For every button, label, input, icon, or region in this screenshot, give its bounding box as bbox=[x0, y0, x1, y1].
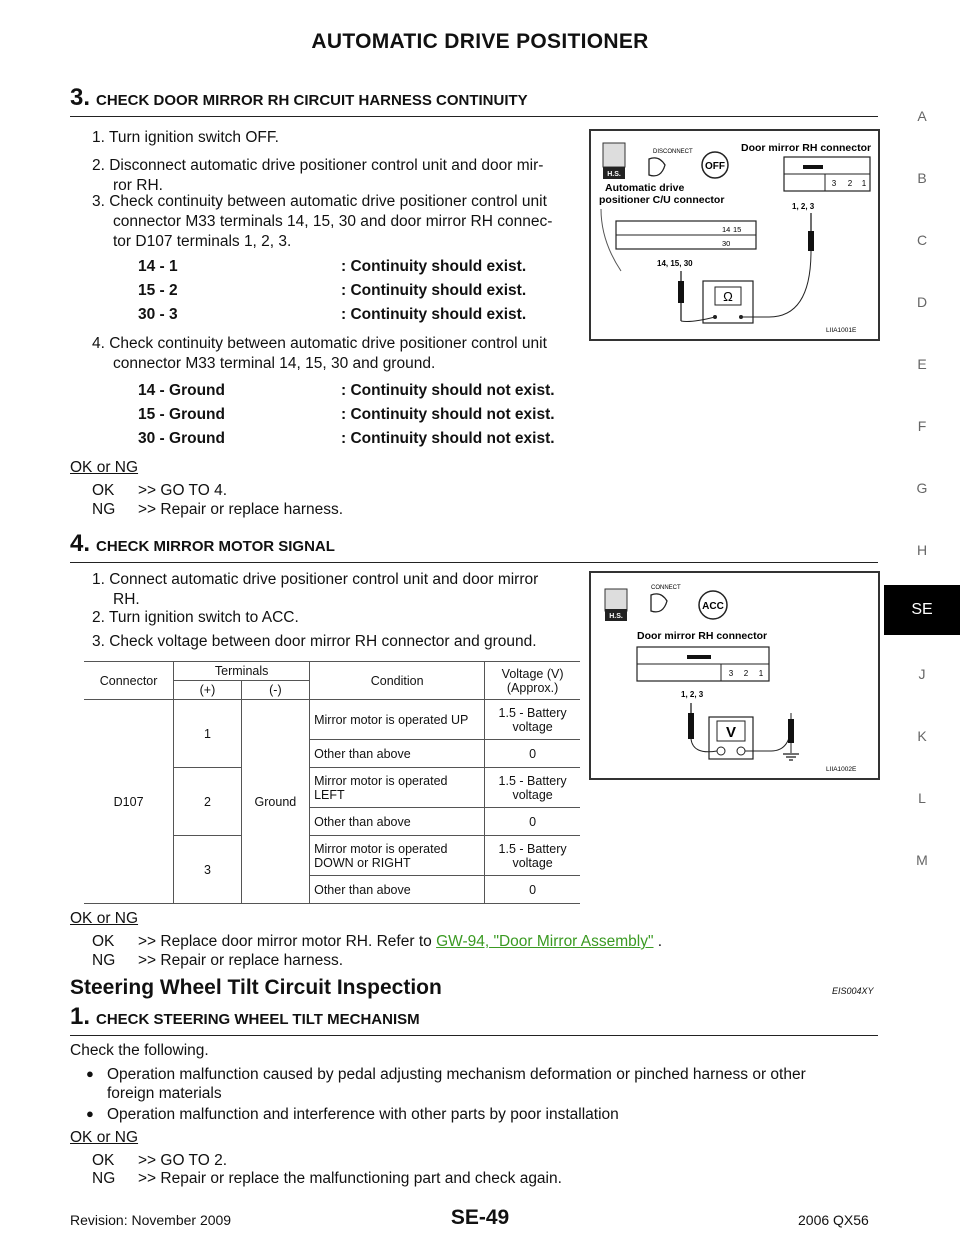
step1-intro: Check the following. bbox=[70, 1042, 209, 1059]
svg-text:2: 2 bbox=[847, 179, 853, 188]
acc-label: ACC bbox=[702, 601, 724, 612]
ground-term-1: 14 - Ground bbox=[138, 382, 225, 399]
svg-text:1: 1 bbox=[758, 669, 764, 678]
step4-heading bbox=[70, 530, 878, 563]
svg-text:3: 3 bbox=[728, 669, 734, 678]
cell-voltage: 0 bbox=[485, 876, 580, 904]
svg-text:2: 2 bbox=[743, 669, 749, 678]
continuity-term-2: 15 - 2 bbox=[138, 282, 178, 299]
ground-result-2: : Continuity should not exist. bbox=[341, 406, 555, 423]
step3-instr-3c: tor D107 terminals 1, 2, 3. bbox=[113, 233, 292, 250]
step1-ok-label: OK bbox=[92, 1152, 115, 1169]
step3-number: 3. bbox=[70, 84, 91, 111]
svg-text:Ω: Ω bbox=[723, 289, 733, 304]
step1-ok-or-ng: OK or NG bbox=[70, 1129, 139, 1146]
continuity-term-3: 30 - 3 bbox=[138, 306, 178, 323]
ground-result-1: : Continuity should not exist. bbox=[341, 382, 555, 399]
cell-terminal-3: 3 bbox=[174, 836, 242, 904]
step3-ok-action: >> GO TO 4. bbox=[138, 482, 228, 499]
step1-ng-label: NG bbox=[92, 1170, 116, 1187]
step1-bullet-2: Operation malfunction and interference with other parts by poor installation bbox=[107, 1106, 619, 1123]
svg-text:15: 15 bbox=[733, 225, 742, 234]
probe-b bbox=[678, 281, 684, 303]
pins-label-123: 1, 2, 3 bbox=[681, 690, 704, 699]
step1-bullet-1b: foreign materials bbox=[107, 1085, 222, 1102]
step1-number: 1. bbox=[70, 1003, 91, 1030]
cell-condition: Mirror motor is operated UP bbox=[310, 700, 485, 740]
step4-instr-1a: 1. Connect automatic drive positioner control unit and door mirror bbox=[92, 571, 539, 588]
connector-plug-icon bbox=[649, 158, 665, 176]
step3-ng-label: NG bbox=[92, 501, 116, 518]
step3-instr-2a: 2. Disconnect automatic drive positioner control unit and door mir- bbox=[92, 157, 544, 174]
step4-ng-action: >> Repair or replace harness. bbox=[138, 952, 344, 969]
figure-liia1001e bbox=[589, 129, 880, 341]
cell-condition: Mirror motor is operated LEFT bbox=[310, 768, 485, 808]
index-tab-e[interactable]: E bbox=[917, 356, 927, 372]
step4-title: CHECK MIRROR MOTOR SIGNAL bbox=[96, 538, 335, 555]
connect-label: CONNECT bbox=[651, 585, 681, 591]
page-header-title: AUTOMATIC DRIVE POSITIONER bbox=[311, 30, 649, 53]
step4-number: 4. bbox=[70, 530, 91, 557]
figure-code: LIIA1002E bbox=[826, 766, 857, 773]
step3-instr-3a: 3. Check continuity between automatic drive positioner control unit bbox=[92, 193, 547, 210]
door-mirror-assembly-link[interactable]: GW-94, "Door Mirror Assembly" bbox=[436, 933, 654, 950]
col-connector: Connector bbox=[84, 662, 174, 700]
cell-voltage: 0 bbox=[485, 808, 580, 836]
connector-plug-icon bbox=[651, 594, 667, 612]
ground-result-3: : Continuity should not exist. bbox=[341, 430, 555, 447]
index-tab-se-active[interactable]: SE bbox=[884, 585, 960, 635]
cell-condition: Other than above bbox=[310, 876, 485, 904]
footer-page-number: SE-49 bbox=[450, 1206, 510, 1229]
pins-label-141530: 14, 15, 30 bbox=[657, 259, 693, 268]
index-tab-f[interactable]: F bbox=[917, 418, 927, 434]
index-tab-h[interactable]: H bbox=[916, 542, 928, 558]
step3-instr-4b: connector M33 terminal 14, 15, 30 and ground. bbox=[113, 355, 436, 372]
bullet-icon: ● bbox=[86, 1066, 94, 1081]
step4-ng-label: NG bbox=[92, 952, 116, 969]
cell-terminal-1: 1 bbox=[174, 700, 242, 768]
step3-ok-label: OK bbox=[92, 482, 115, 499]
step3-instr-1: 1. Turn ignition switch OFF. bbox=[92, 129, 279, 146]
col-plus: (+) bbox=[174, 681, 242, 700]
probe-positive bbox=[688, 713, 694, 739]
adp-connector-label-2: positioner C/U connector bbox=[599, 194, 725, 206]
step3-title: CHECK DOOR MIRROR RH CIRCUIT HARNESS CONTINUITY bbox=[96, 92, 528, 109]
index-tab-g[interactable]: G bbox=[916, 480, 928, 496]
cell-condition: Other than above bbox=[310, 808, 485, 836]
index-tab-a[interactable]: A bbox=[917, 108, 927, 124]
step3-instr-2b: ror RH. bbox=[113, 177, 163, 194]
probe-a bbox=[808, 231, 814, 251]
mirror-connector-label: Door mirror RH connector bbox=[741, 142, 872, 154]
cell-terminal-2: 2 bbox=[174, 768, 242, 836]
cell-voltage: 0 bbox=[485, 740, 580, 768]
svg-text:V: V bbox=[725, 724, 737, 741]
hs-label: H.S. bbox=[607, 171, 621, 178]
probe-negative bbox=[788, 719, 794, 743]
step1-ng-action: >> Repair or replace the malfunctioning part and check again. bbox=[138, 1170, 562, 1187]
col-terminals: Terminals bbox=[174, 662, 310, 681]
step4-ok-or-ng: OK or NG bbox=[70, 910, 139, 927]
cell-connector: D107 bbox=[84, 700, 174, 904]
index-tab-j[interactable]: J bbox=[918, 666, 926, 682]
mirror-connector-label: Door mirror RH connector bbox=[637, 630, 768, 642]
cell-ground: Ground bbox=[241, 700, 309, 904]
step3-instr-4a: 4. Check continuity between automatic drive positioner control unit bbox=[92, 335, 547, 352]
section-title: Steering Wheel Tilt Circuit Inspection bbox=[70, 976, 442, 999]
index-tab-l[interactable]: L bbox=[918, 790, 926, 806]
index-tab-d[interactable]: D bbox=[916, 294, 928, 310]
adp-connector-label-1: Automatic drive bbox=[605, 182, 685, 194]
table-header-row bbox=[84, 662, 580, 681]
step1-ok-action: >> GO TO 2. bbox=[138, 1152, 228, 1169]
bullet-icon: ● bbox=[86, 1106, 94, 1121]
off-label: OFF bbox=[705, 161, 725, 172]
figure-liia1002e bbox=[589, 571, 880, 780]
col-minus: (-) bbox=[241, 681, 309, 700]
step4-instr-2: 2. Turn ignition switch to ACC. bbox=[92, 609, 299, 626]
step1-title: CHECK STEERING WHEEL TILT MECHANISM bbox=[96, 1011, 420, 1028]
svg-text:30: 30 bbox=[722, 239, 731, 248]
svg-text:14: 14 bbox=[722, 225, 731, 234]
pins-label-123: 1, 2, 3 bbox=[792, 202, 815, 211]
section-code: EIS004XY bbox=[832, 986, 874, 996]
cell-voltage: 1.5 - Battery voltage bbox=[485, 700, 580, 740]
footer-revision: Revision: November 2009 bbox=[70, 1212, 232, 1228]
step3-heading bbox=[70, 84, 878, 117]
index-tab-b[interactable]: B bbox=[917, 170, 927, 186]
col-voltage: Voltage (V) (Approx.) bbox=[485, 662, 580, 700]
footer-model: 2006 QX56 bbox=[798, 1212, 869, 1228]
continuity-result-3: : Continuity should exist. bbox=[341, 306, 527, 323]
step4-ok-label: OK bbox=[92, 933, 115, 950]
ground-term-3: 30 - Ground bbox=[138, 430, 225, 447]
index-tab-m[interactable]: M bbox=[916, 852, 928, 868]
step4-ok-action: >> Replace door mirror motor RH. Refer to GW-94, "Door Mirror Assembly" . bbox=[138, 933, 663, 950]
index-tab-k[interactable]: K bbox=[917, 728, 927, 744]
continuity-result-1: : Continuity should exist. bbox=[341, 258, 527, 275]
continuity-result-2: : Continuity should exist. bbox=[341, 282, 527, 299]
voltage-table bbox=[84, 661, 580, 904]
svg-text:1: 1 bbox=[861, 179, 867, 188]
figure-code: LIIA1001E bbox=[826, 327, 857, 334]
step3-instr-3b: connector M33 terminals 14, 15, 30 and door mirror RH connec- bbox=[113, 213, 553, 230]
index-tab-c[interactable]: C bbox=[916, 232, 928, 248]
step1-heading bbox=[70, 1003, 878, 1036]
table-row bbox=[84, 700, 580, 740]
continuity-term-1: 14 - 1 bbox=[138, 258, 178, 275]
col-condition: Condition bbox=[310, 662, 485, 700]
disconnect-label: DISCONNECT bbox=[653, 149, 693, 155]
step4-instr-3: 3. Check voltage between door mirror RH connector and ground. bbox=[92, 633, 537, 650]
ground-term-2: 15 - Ground bbox=[138, 406, 225, 423]
step1-bullet-1a: Operation malfunction caused by pedal adjusting mechanism deformation or pinched harness or other bbox=[107, 1066, 806, 1083]
hs-label: H.S. bbox=[609, 613, 623, 620]
step3-ng-action: >> Repair or replace harness. bbox=[138, 501, 344, 518]
cell-condition: Other than above bbox=[310, 740, 485, 768]
cell-voltage: 1.5 - Battery voltage bbox=[485, 836, 580, 876]
cell-voltage: 1.5 - Battery voltage bbox=[485, 768, 580, 808]
step4-instr-1b: RH. bbox=[113, 591, 140, 608]
step3-ok-or-ng: OK or NG bbox=[70, 459, 139, 476]
svg-text:3: 3 bbox=[831, 179, 837, 188]
cell-condition: Mirror motor is operated DOWN or RIGHT bbox=[310, 836, 485, 876]
